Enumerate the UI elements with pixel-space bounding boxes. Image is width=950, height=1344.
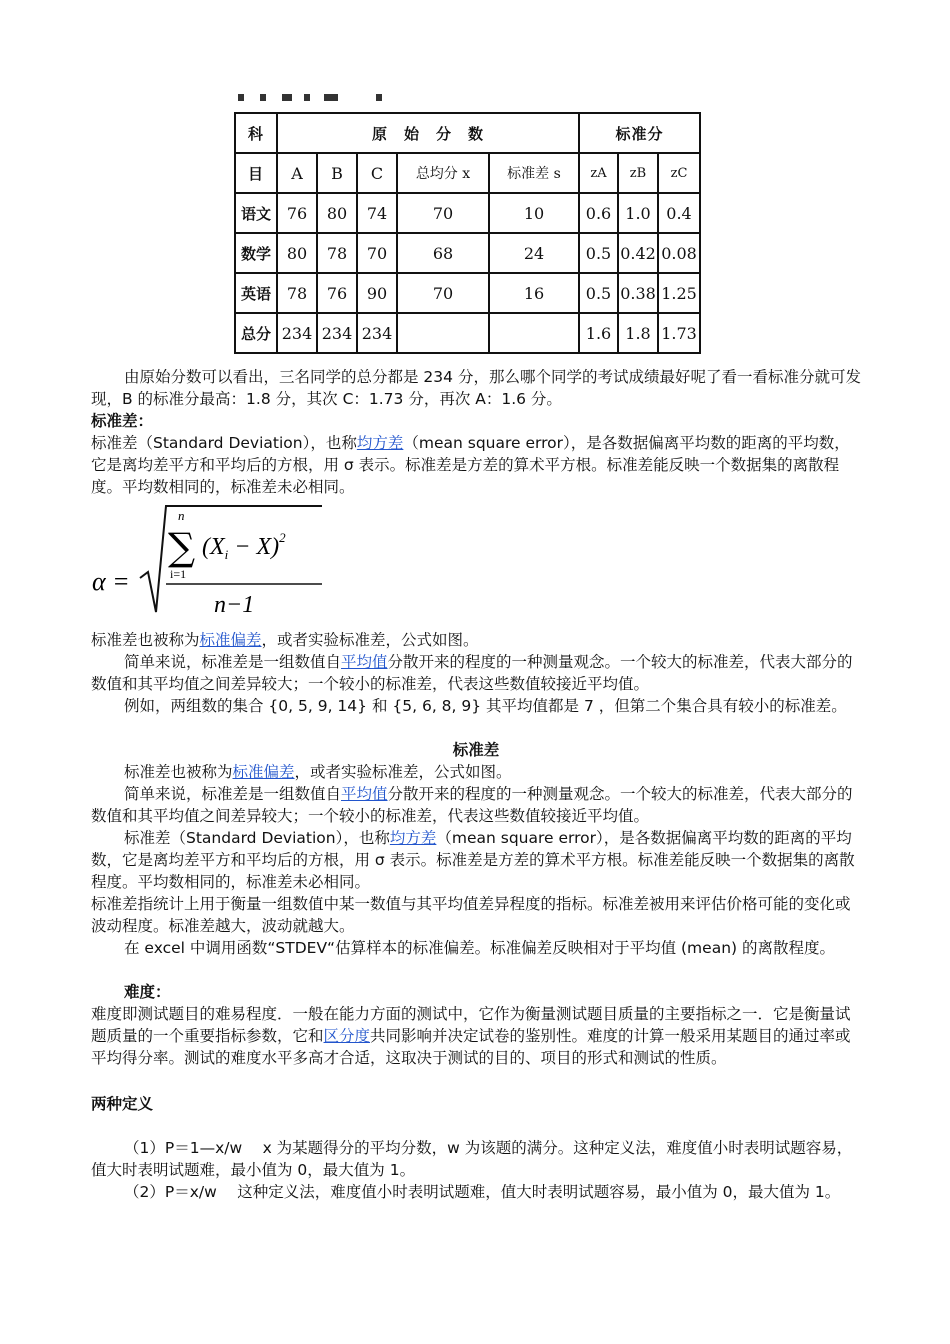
table-cell: 234 bbox=[357, 313, 397, 353]
table-cell: 76 bbox=[317, 273, 357, 313]
table-cell: 语文 bbox=[235, 193, 277, 233]
paragraph-sd-simple-2 bbox=[91, 783, 861, 827]
table-cell: 78 bbox=[317, 233, 357, 273]
table-cell: 0.42 bbox=[618, 233, 658, 273]
table-cell: 74 bbox=[357, 193, 397, 233]
table-header-row bbox=[235, 113, 700, 153]
table-cell: 70 bbox=[357, 233, 397, 273]
table-cell bbox=[397, 313, 489, 353]
text-run: 简单来说，标准差是一组数值自 bbox=[124, 653, 342, 671]
sum-lower-limit: i=1 bbox=[170, 567, 187, 581]
text-run: （mean square error），是各数据偏离平均数的距离的平均数，它是离均差平方和平均后的方根，用 σ 表示。标准差是方差的算术平方根。标准差能反映一个数据集的离散程度。平均数相同的，标准差未必相同。 bbox=[91, 434, 850, 496]
table-cell: 总分 bbox=[235, 313, 277, 353]
table-cell: 1.73 bbox=[658, 313, 700, 353]
table-cell: 英语 bbox=[235, 273, 277, 313]
table-cell: 0.4 bbox=[658, 193, 700, 233]
paragraph-sd-example: 例如，两组数的集合 {0, 5, 9, 14} 和 {5, 6, 8, 9} 其平均值都是 7 ，但第二个集合具有较小的标准差。 bbox=[124, 697, 847, 715]
table-header-cell: 标准差 s bbox=[489, 153, 579, 193]
formula-denominator: n−1 bbox=[214, 592, 255, 618]
table-cell: 234 bbox=[277, 313, 317, 353]
heading-standard-deviation-2: 标准差 bbox=[452, 741, 500, 759]
table-cell: 80 bbox=[277, 233, 317, 273]
table-header-cell: 总均分 x bbox=[397, 153, 489, 193]
heading-standard-deviation: 标准差： bbox=[91, 412, 154, 430]
table-cell: 0.5 bbox=[579, 273, 618, 313]
table-cell bbox=[489, 313, 579, 353]
sd-formula bbox=[90, 500, 330, 620]
table-cell: 24 bbox=[489, 233, 579, 273]
table-cell: 70 bbox=[397, 273, 489, 313]
paragraph-sd-simple bbox=[91, 651, 861, 695]
paragraph-definition-2: （2）P＝x/w 这种定义法，难度值小时表明试题难，值大时表明试题容易，最小值为 0，最大值为 1。 bbox=[124, 1183, 841, 1201]
paragraph-excel-stdev: 在 excel 中调用函数“STDEV“估算样本的标准偏差。标准偏差反映相对于平均值 (mean) 的离散程度。 bbox=[124, 939, 835, 957]
text-run: 标准差也被称为 bbox=[91, 631, 200, 649]
formula-lhs: α = bbox=[92, 567, 130, 596]
table-header-row bbox=[235, 153, 700, 193]
term-open: (X bbox=[202, 534, 225, 560]
table-row bbox=[235, 193, 700, 233]
term-exponent: 2 bbox=[279, 530, 286, 545]
table-row bbox=[235, 233, 700, 273]
text-run: 简单来说，标准差是一组数值自 bbox=[124, 785, 342, 803]
text-run: 分散开来的程度的一种测量观念。一个较大的标准差，代表大部分的数值和其平均值之间差异较大；一个较小的标准差，代表这些数值较接近平均值。 bbox=[91, 785, 853, 825]
table-cell: 76 bbox=[277, 193, 317, 233]
link-discrimination[interactable]: 区分度 bbox=[323, 1027, 371, 1045]
link-mean-square-error[interactable]: 均方差 bbox=[356, 434, 404, 452]
table-cell: 0.38 bbox=[618, 273, 658, 313]
table-cell: 70 bbox=[397, 193, 489, 233]
formula-term bbox=[202, 530, 286, 562]
link-mean[interactable]: 平均值 bbox=[341, 653, 388, 671]
paragraph-sd-alias bbox=[91, 629, 861, 651]
paragraph-sd-definition-2 bbox=[91, 827, 861, 893]
heading-two-definitions: 两种定义 bbox=[91, 1095, 154, 1113]
paragraph-definition-1: （1）P＝1—x/w x 为某题得分的平均分数，w 为该题的满分。这种定义法，难度值小时表明试题容易，值大时表明试题难，最小值为 0，最大值为 1。 bbox=[91, 1139, 853, 1179]
table-header-cell: zB bbox=[618, 153, 658, 193]
table-cell: 0.5 bbox=[579, 233, 618, 273]
text-run: 标准差（Standard Deviation），也称 bbox=[124, 829, 390, 847]
table-cell: 16 bbox=[489, 273, 579, 313]
text-run: 标准差（Standard Deviation），也称 bbox=[91, 434, 357, 452]
table-cell: 10 bbox=[489, 193, 579, 233]
text-run: 分散开来的程度的一种测量观念。一个较大的标准差，代表大部分的数值和其平均值之间差异较大；一个较小的标准差，代表这些数值较接近平均值。 bbox=[91, 653, 853, 693]
link-standard-deviation-2[interactable]: 标准偏差 bbox=[232, 763, 295, 781]
text-run: ，或者实验标准差，公式如图。 bbox=[261, 631, 479, 649]
table-row bbox=[235, 313, 700, 353]
table-cell: 90 bbox=[357, 273, 397, 313]
table-header-cell: 标准分 bbox=[579, 113, 700, 153]
table-cell: 0.6 bbox=[579, 193, 618, 233]
text-run: ，或者实验标准差，公式如图。 bbox=[294, 763, 512, 781]
table-row bbox=[235, 273, 700, 313]
paragraph-standard-score-conclusion: 由原始分数可以看出，三名同学的总分都是 234 分，那么哪个同学的考试成绩最好呢了看一看标准分就可发现，B 的标准分最高：1.8 分，其次 C：1.73 分，再次 A：1.6 分。 bbox=[91, 368, 861, 408]
term-subscript: i bbox=[224, 547, 229, 562]
table-header-cell: C bbox=[357, 153, 397, 193]
sum-symbol: ∑ bbox=[168, 525, 196, 569]
scan-artifact bbox=[236, 92, 411, 102]
paragraph-sd-indicator: 标准差指统计上用于衡量一组数值中某一数值与其平均值差异程度的指标。标准差被用来评估价格可能的变化或波动程度。标准差越大，波动就越大。 bbox=[91, 895, 851, 935]
table-header-cell: 目 bbox=[235, 153, 277, 193]
table-cell: 1.8 bbox=[618, 313, 658, 353]
table-header-cell: zA bbox=[579, 153, 618, 193]
text-run: （mean square error），是各数据偏离平均数的距离的平均数，它是离均差平方和平均后的方根，用 σ 表示。标准差是方差的算术平方根。标准差能反映一个数据集的离散程度。平均数相同的，标准差未必相同。 bbox=[91, 829, 855, 891]
table-cell: 1.6 bbox=[579, 313, 618, 353]
table-cell: 78 bbox=[277, 273, 317, 313]
paragraph-sd-definition bbox=[91, 432, 861, 498]
table-header-cell: A bbox=[277, 153, 317, 193]
heading-difficulty: 难度： bbox=[124, 983, 171, 1001]
table-cell: 68 bbox=[397, 233, 489, 273]
table-header-cell: 科 bbox=[235, 113, 277, 153]
text-run: 标准差也被称为 bbox=[124, 763, 233, 781]
text-run: 难度即测试题目的难易程度．一般在能力方面的测试中，它作为衡量测试题目质量的主要指标之一．它是衡量试题质量的一个重要指标参数，它和 bbox=[91, 1005, 851, 1045]
table-header-cell: zC bbox=[658, 153, 700, 193]
term-rest: − X) bbox=[228, 534, 280, 560]
paragraph-difficulty bbox=[91, 1003, 861, 1069]
text-run: 共同影响并决定试卷的鉴别性。难度的计算一般采用某题目的通过率或平均得分率。测试的难度水平多高才合适，这取决于测试的目的、项目的形式和测试的性质。 bbox=[91, 1027, 851, 1067]
table-header-cell: B bbox=[317, 153, 357, 193]
table-cell: 80 bbox=[317, 193, 357, 233]
table-cell: 1.0 bbox=[618, 193, 658, 233]
table-cell: 1.25 bbox=[658, 273, 700, 313]
link-standard-deviation[interactable]: 标准偏差 bbox=[199, 631, 262, 649]
table-cell: 234 bbox=[317, 313, 357, 353]
score-table bbox=[234, 112, 701, 354]
table-cell: 0.08 bbox=[658, 233, 700, 273]
link-mean-square-error-2[interactable]: 均方差 bbox=[389, 829, 437, 847]
sum-upper-limit: n bbox=[178, 508, 185, 523]
table-cell: 数学 bbox=[235, 233, 277, 273]
link-mean-2[interactable]: 平均值 bbox=[341, 785, 388, 803]
paragraph-sd-alias-2 bbox=[91, 761, 861, 783]
table-header-cell: 原 始 分 数 bbox=[277, 113, 579, 153]
